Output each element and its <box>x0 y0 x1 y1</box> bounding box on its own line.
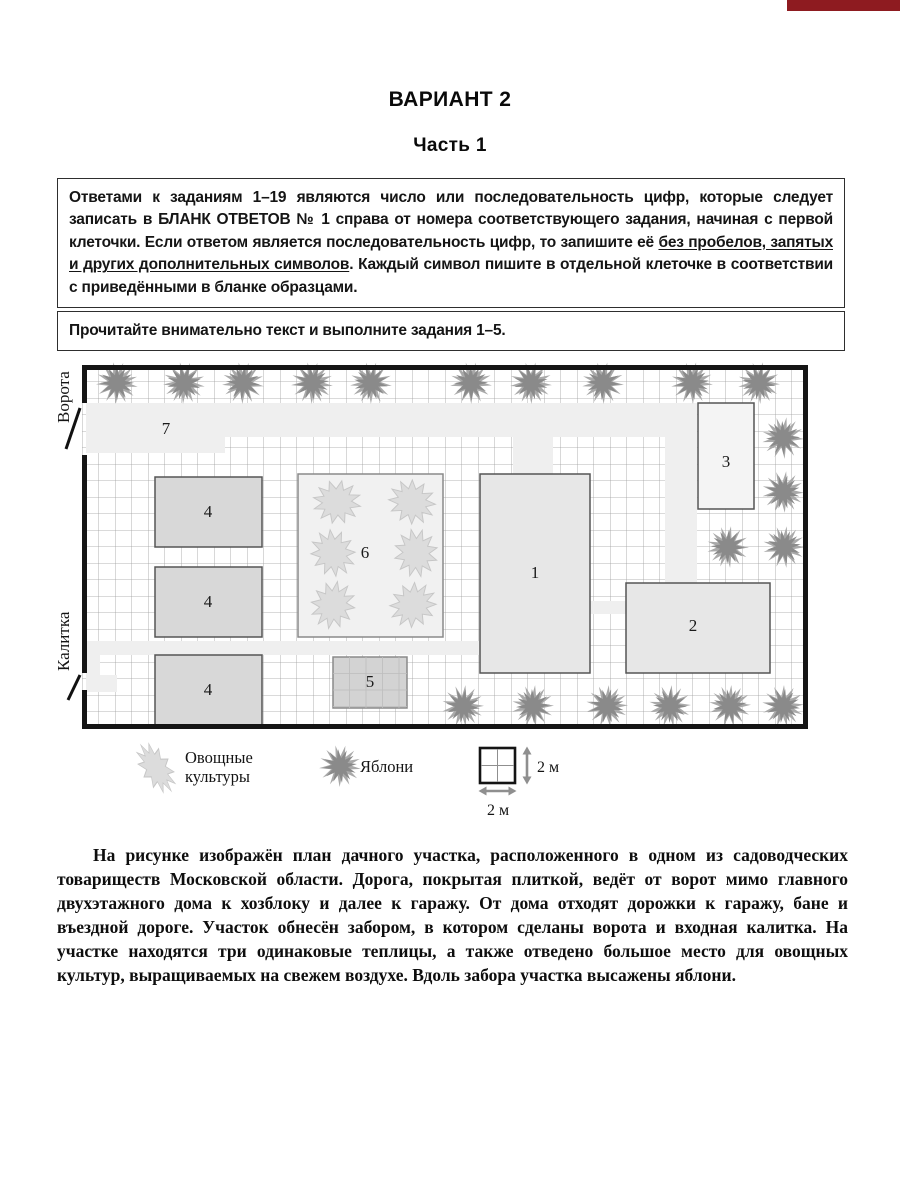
legend-veg-label-line1: Овощные <box>185 748 253 767</box>
legend-apple-label: Яблони <box>360 757 414 776</box>
instructions-box <box>57 178 845 308</box>
region-label-4: 4 <box>203 680 213 699</box>
region-label-4: 4 <box>203 592 213 611</box>
gate-mark-kalitka <box>68 675 80 700</box>
region-label-4: 4 <box>203 502 213 521</box>
instructions-text-after: . Каждый символ пишите в отдельной клеточке в соответствии с приведёнными в бланке образцами. <box>69 256 833 296</box>
apple-tree-icon <box>319 746 361 788</box>
region-label-6: 6 <box>360 543 370 562</box>
road <box>513 437 553 474</box>
instructions-text-underlined: без пробелов, запятых и других дополнительных символов <box>69 233 833 274</box>
plot-plan-svg <box>40 355 830 830</box>
legend <box>129 737 559 819</box>
scale-width-label: 2 м <box>486 802 510 819</box>
road <box>590 601 627 614</box>
gate-label-kalitka: Калитка <box>54 611 73 671</box>
region-label-1: 1 <box>530 563 540 582</box>
task-note-box: Прочитайте внимательно текст и выполните задания 1–5. <box>57 311 845 351</box>
vegetable-patch-icon <box>129 737 183 800</box>
legend-veg-label-line2: культуры <box>185 767 251 786</box>
vegetable-legend-icon <box>129 737 183 800</box>
apple-tree-legend-icon <box>319 746 361 788</box>
scale-width-arrow <box>479 787 517 796</box>
top-right-accent-bar <box>787 0 900 11</box>
plot-plan-figure <box>40 355 830 830</box>
page-title: ВАРИАНТ 2 <box>388 88 512 111</box>
gate-label-vorota: Ворота <box>54 371 73 423</box>
region-label-5: 5 <box>365 672 375 691</box>
road-label-7: 7 <box>161 419 171 438</box>
page-subtitle: Часть 1 <box>413 135 487 156</box>
region-label-2: 2 <box>688 616 698 635</box>
region-2 <box>626 583 770 673</box>
scale-height-arrow <box>523 747 532 785</box>
scale-height-label: 2 м <box>537 759 560 776</box>
plot-area <box>66 362 808 729</box>
description-paragraph: На рисунке изображён план дачного участка, расположенного в одном из садоводческих товариществ Московской области. Дорога, покрытая плиткой, ведёт от ворот мимо главного двухэтажного дома к хозблоку и далее к гаражу. От дома отходят дорожки к гаражу, бане и въездной дороге. Участок обнесён забором, в котором сделаны ворота и входная калитка. На участке находятся три одинаковые теплицы, а также отведено большое место для овощных культур, выращиваемых на свежем воздухе. Вдоль забора участка высажены яблони. <box>57 845 848 985</box>
road <box>665 437 697 585</box>
instructions-text-before: Ответами к заданиям 1–19 являются число или последовательность цифр, которые следует записать в БЛАНК ОТВЕТОВ № 1 справа от номера соответствующего задания, начиная с первой клеточки. Если ответом является последовательность цифр, то запишите её <box>69 189 833 251</box>
region-label-3: 3 <box>721 452 731 471</box>
